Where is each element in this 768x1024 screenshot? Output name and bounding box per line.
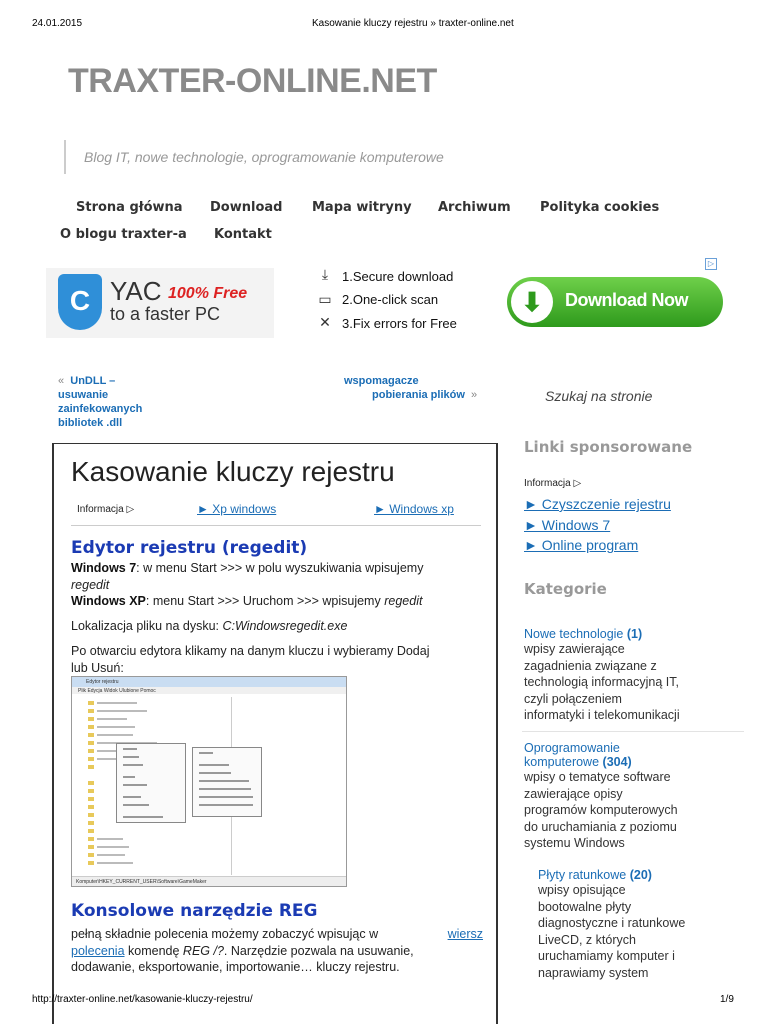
article-title: Kasowanie kluczy rejestru: [71, 456, 395, 487]
paragraph-open-editor: Po otwarciu edytora klikamy na danym kluczu i wybieramy Dodaj lub Usuń:: [71, 644, 430, 675]
print-page-number: 1/9: [720, 994, 734, 1005]
sidebar-link-online-program[interactable]: ► Online program: [524, 537, 639, 553]
sidebar-link-czyszczenie[interactable]: ► Czyszczenie rejestru: [524, 496, 671, 512]
nav-mapa-witryny[interactable]: Mapa witryny: [312, 200, 412, 215]
category-link[interactable]: Nowe technologie (1): [524, 627, 643, 641]
next-post-link[interactable]: wspomagacze pobierania plików »: [344, 375, 478, 401]
sidebar-ad-info-label[interactable]: Informacja ▷: [524, 478, 582, 489]
nav-polityka-cookies[interactable]: Polityka cookies: [540, 200, 660, 215]
shield-icon: C: [58, 274, 102, 330]
paragraph-windows7: Windows 7: w menu Start >>> w polu wyszukiwania wpisujemy regedit Windows XP: menu Start >>> Uruchom >>> wpisujemy regedit: [71, 561, 424, 608]
nav-kontakt[interactable]: Kontakt: [214, 227, 272, 242]
section-heading-regedit: Edytor rejestru (regedit): [71, 538, 308, 558]
section-heading-reg: Konsolowe narzędzie REG: [71, 901, 318, 921]
print-title: Kasowanie kluczy rejestru » traxter-online.net: [312, 18, 514, 29]
download-now-label: Download Now: [565, 290, 688, 310]
print-url: http://traxter-online.net/kasowanie-kluczy-rejestru/: [32, 994, 253, 1005]
paragraph-reg: pełną składnie polecenia możemy zobaczyć wpisując w wiersz polecenia komendę REG /?. Narzędzie pozwala na usuwanie, dodawanie, eksportowanie, importowanie… kluczy rejestru.: [71, 927, 483, 974]
ad-link-windows-xp[interactable]: ► Windows xp: [374, 502, 454, 516]
ad-link-xp-windows[interactable]: ► Xp windows: [197, 502, 277, 516]
tools-icon: ✕: [319, 314, 331, 330]
adchoices-icon[interactable]: ▷: [705, 258, 717, 270]
category-oprogramowanie: Oprogramowanie komputerowe (304) wpisy o tematyce software zawierające opisy programów komputerowych do uruchamiania z poziomu systemu Windows: [524, 741, 724, 852]
ad-step-3: 3.Fix errors for Free: [342, 316, 457, 331]
adchoices-icon: ▷: [573, 478, 582, 489]
sponsored-links-heading: Linki sponsorowane: [524, 438, 693, 456]
ad-info-label[interactable]: Informacja ▷: [77, 504, 135, 515]
adchoices-icon: ▷: [126, 504, 135, 515]
link-wiersz[interactable]: wiersz: [447, 927, 483, 941]
site-tagline: Blog IT, nowe technologie, oprogramowanie komputerowe: [84, 149, 444, 165]
ad-free-text: 100% Free: [168, 285, 248, 302]
monitor-icon: ▭: [318, 291, 332, 307]
nav-download[interactable]: Download: [210, 200, 283, 215]
screenshot-submenu: [192, 747, 262, 817]
sidebar-link-windows7[interactable]: ► Windows 7: [524, 517, 611, 533]
screenshot-statusbar: Komputer\HKEY_CURRENT_USER\Software\GameMaker: [72, 876, 346, 886]
search-input[interactable]: Szukaj na stronie: [545, 388, 653, 404]
nav-strona-glowna[interactable]: Strona główna: [76, 200, 183, 215]
screenshot-context-menu: [116, 743, 186, 823]
ad-step-2: 2.One-click scan: [342, 292, 439, 307]
ad-faster-text: to a faster PC: [110, 304, 221, 324]
print-date: 24.01.2015: [32, 18, 83, 29]
paragraph-location: Lokalizacja pliku na dysku: C:Windowsregedit.exe: [71, 619, 348, 633]
regedit-screenshot: [71, 676, 347, 887]
arrow-down-icon: ⬇: [511, 281, 553, 323]
yac-ad-banner[interactable]: [46, 268, 274, 338]
screenshot-menubar: Plik Edycja Widok Ulubione Pomoc: [72, 687, 346, 694]
site-title[interactable]: TRAXTER-ONLINE.NET: [68, 62, 437, 100]
category-link[interactable]: Oprogramowanie komputerowe (304): [524, 741, 632, 769]
tagline-divider: [64, 140, 66, 174]
screenshot-titlebar: Edytor rejestru: [72, 677, 346, 687]
category-nowe-technologie: Nowe technologie (1) wpisy zawierające zagadnienia związane z technologią informacyjną IT, czyli połączeniem informatyki i telekomunikacji: [524, 627, 724, 724]
nav-o-blogu[interactable]: O blogu traxter-a: [60, 227, 187, 242]
ad-step-1: 1.Secure download: [342, 269, 454, 284]
divider: [71, 525, 481, 526]
ad-yac-text: YAC: [110, 276, 162, 306]
category-separator: [522, 731, 744, 732]
prev-post-link[interactable]: « UnDLL – usuwanie zainfekowanych bibliotek .dll: [58, 375, 143, 429]
categories-heading: Kategorie: [524, 580, 607, 598]
category-plyty-ratunkowe: Płyty ratunkowe (20) wpisy opisujące bootowalne płyty diagnostyczne i ratunkowe LiveCD, z których uruchamiamy komputer i naprawiamy system: [538, 868, 738, 981]
download-icon: ⤓: [321, 266, 329, 282]
category-link[interactable]: Płyty ratunkowe (20): [538, 868, 652, 882]
nav-archiwum[interactable]: Archiwum: [438, 200, 511, 215]
download-now-button[interactable]: [507, 277, 723, 327]
link-polecenia[interactable]: polecenia: [71, 943, 125, 958]
